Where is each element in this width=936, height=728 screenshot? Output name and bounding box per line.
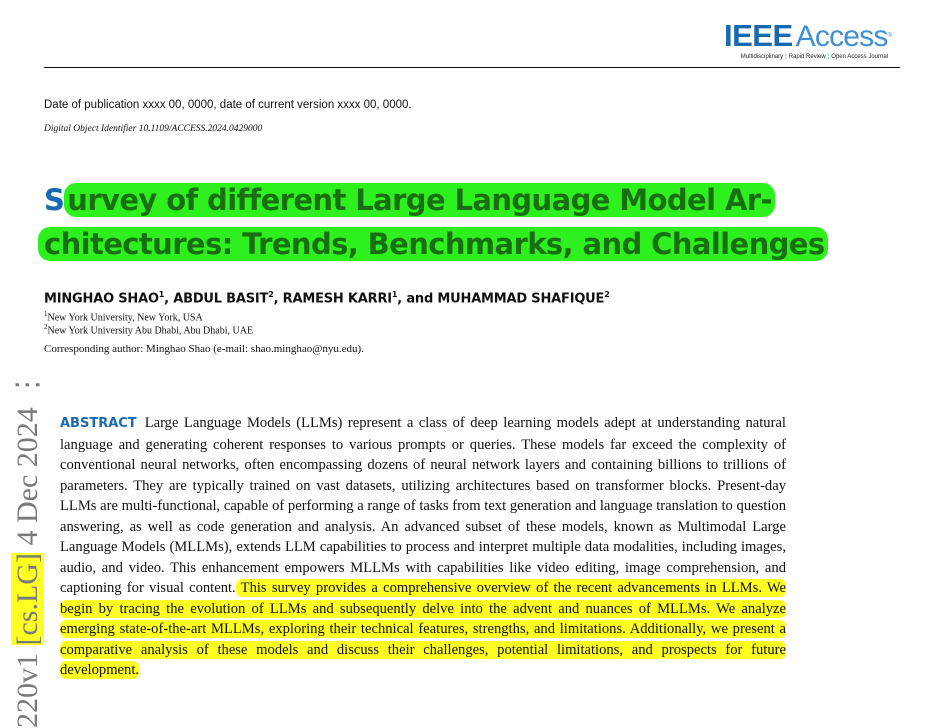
arxiv-id: 220v1 <box>11 653 44 728</box>
author-list <box>44 290 610 306</box>
author-affil-mark: 2 <box>268 290 274 299</box>
tagline-item: Multidisciplinary <box>740 54 784 60</box>
arxiv-date: 4 Dec 2024 <box>11 407 44 546</box>
abstract-label: ABSTRACT <box>60 416 137 431</box>
affiliation-text: New York University, New York, USA <box>47 312 203 324</box>
tagline-separator: ¦ <box>827 54 830 60</box>
tagline-separator: ¦ <box>785 54 787 60</box>
paper-title <box>44 178 844 266</box>
author-name: RAMESH KARRI <box>282 291 392 307</box>
affiliation-1 <box>44 310 203 323</box>
corresponding-author: Corresponding author: Minghao Shao (e-mail: shao.minghao@nyu.edu). <box>44 343 364 355</box>
arxiv-category: [cs.LG] <box>11 553 44 646</box>
author-name: MUHAMMAD SHAFIQUE <box>437 291 605 307</box>
title-highlight-2: chitectures: Trends, Benchmarks, and Challenges <box>38 227 828 261</box>
author-affil-mark: 1 <box>158 290 165 299</box>
logo-ieee-text: IEEE <box>724 18 793 53</box>
abstract-highlighted-text: This survey provides a comprehensive overview of the recent advancements in LLMs. We begin by tracing the evolution of LLMs and subsequently delve into the advent and nuances of MLLMs. We analyze emerging state-of-the-art MLLMs, exploring their technical features, strengths, and limitations. Additionally, we present a comparative analysis of these models and discuss their challenges, potential limitations, and prospects for future development. <box>60 580 786 678</box>
author-affil-mark: 2 <box>604 290 610 299</box>
ieee-access-logo <box>692 18 892 62</box>
title-first-letter: S <box>44 183 65 217</box>
arxiv-dots: ⋮ <box>11 369 44 400</box>
publication-date: Date of publication xxxx 00, 0000, date of current version xxxx 00, 0000. <box>44 99 412 111</box>
affiliation-mark: 1 <box>44 310 48 318</box>
author-affil-mark: 1 <box>391 290 398 299</box>
author-name: ABDUL BASIT <box>173 291 269 307</box>
logo-access-text: Access <box>795 20 888 53</box>
abstract <box>60 413 786 681</box>
title-line-2 <box>44 222 844 266</box>
header-rule <box>44 67 900 68</box>
logo-trademark: ® <box>887 33 892 39</box>
doi-line: Digital Object Identifier 10.1109/ACCESS.2024.0429000 <box>44 124 263 134</box>
abstract-text: Large Language Models (LLMs) represent a class of deep learning models adept at understanding natural language and generating coherent responses to various prompts or queries. These models far exceed the complexity of conventional neural networks, often encompassing dozens of neural network layers and containing billions to trillions of parameters. They are typically trained on vast datasets, utilizing architectures based on transformer blocks. Present-day LLMs are multi-functional, capable of performing a range of tasks from text generation and language translation to question answering, as well as code generation and analysis. An advanced subset of these models, known as Multimodal Large Language Models (MLLMs), extends LLM capabilities to process and interpret multiple data modalities, including images, audio, and video. This enhancement empowers MLLMs with capabilities like video editing, image comprehension, and captioning for visual content. <box>60 415 786 596</box>
author-name: MINGHAO SHAO <box>44 291 159 307</box>
affiliation-mark: 2 <box>44 323 48 331</box>
affiliation-text: New York University Abu Dhabi, Abu Dhabi, UAE <box>47 325 254 337</box>
affiliation-2 <box>44 323 253 336</box>
author-separator: , <box>273 291 283 307</box>
title-highlight-1: urvey of different Large Language Model Ar- <box>64 183 775 217</box>
tagline-item: Rapid Review <box>788 54 826 60</box>
arxiv-side-stamp <box>12 370 44 728</box>
tagline-item: Open Access Journal <box>831 54 888 60</box>
author-separator: , <box>164 291 174 307</box>
logo-tagline <box>741 54 888 60</box>
title-line-1 <box>44 178 844 222</box>
author-separator: , and <box>397 291 438 307</box>
